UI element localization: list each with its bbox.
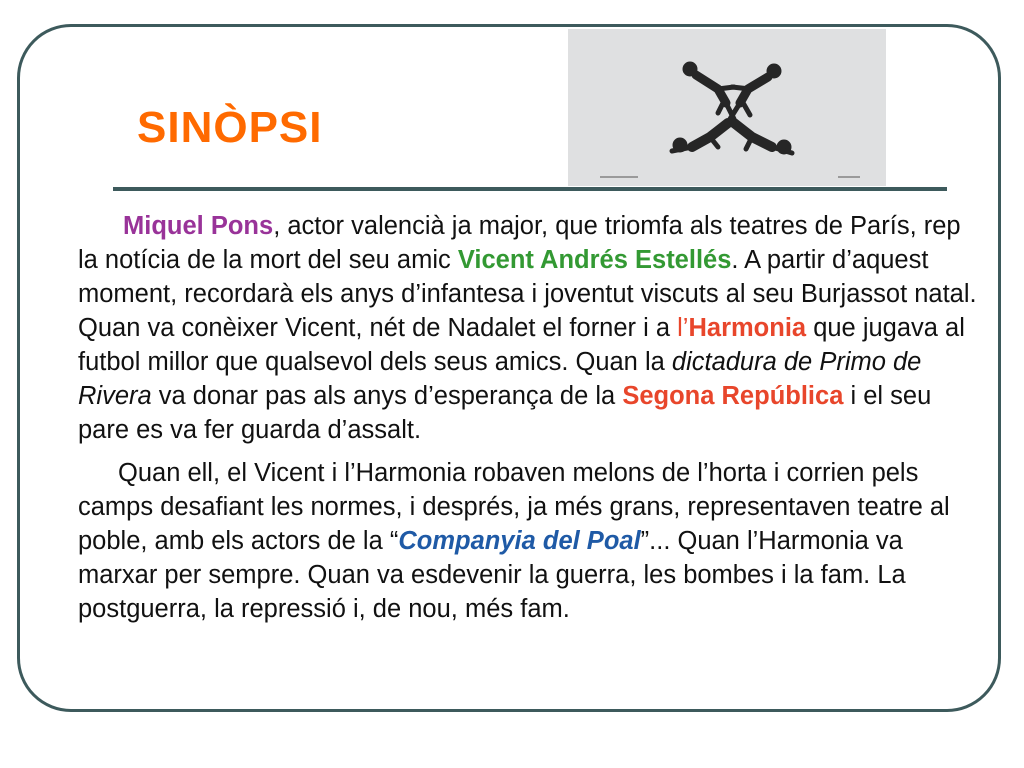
- artwork-figures: [568, 29, 886, 186]
- artwork-image: [568, 29, 886, 186]
- text-run: . A partir d’aquest moment, recordarà els anys d’infantesa i joventut viscuts al seu Burjassot natal. Quan va conèixer Vicent, nét de Nadalet el forner i a: [78, 246, 977, 342]
- article-l: l’: [677, 314, 689, 342]
- text-run: Quan ell, el Vicent i l’Harmonia robaven melons de l’horta i corrien pels camps desafiant les normes, i després, ja més grans, representaven teatre al poble, amb els actors de la “: [78, 459, 950, 555]
- name-vicent-andres-estelles: Vicent Andrés Estellés: [457, 246, 732, 274]
- text-run: va donar pas als anys d’esperança de la: [151, 382, 623, 410]
- text-run: ”... Quan l’Harmonia va marxar per sempre. Quan va esdevenir la guerra, les bombes i la fam. La postguerra, la repressió i, de nou, més fam.: [78, 527, 906, 623]
- text-run: , actor valencià ja major, que triomfa als teatres de París, rep la notícia de la mort del seu amic: [78, 212, 961, 274]
- dictadura-primo-de-rivera: dictadura de Primo de Rivera: [78, 348, 922, 410]
- title-divider: [113, 187, 947, 191]
- slide-title: SINÒPSI: [137, 103, 323, 152]
- name-harmonia: Harmonia: [688, 314, 807, 342]
- text-run: i el seu pare es va fer guarda d’assalt.: [78, 382, 932, 444]
- synopsis-body: [78, 209, 983, 626]
- text-run: que jugava al futbol millor que qualsevol dels seus amics. Quan la: [78, 314, 965, 376]
- name-miquel-pons: Miquel Pons: [123, 212, 274, 240]
- segona-republica: Segona República: [622, 382, 844, 410]
- synopsis-paragraph-2: [78, 456, 983, 626]
- companyia-del-poal: Companyia del Poal: [398, 527, 641, 555]
- synopsis-paragraph-1: [78, 209, 983, 447]
